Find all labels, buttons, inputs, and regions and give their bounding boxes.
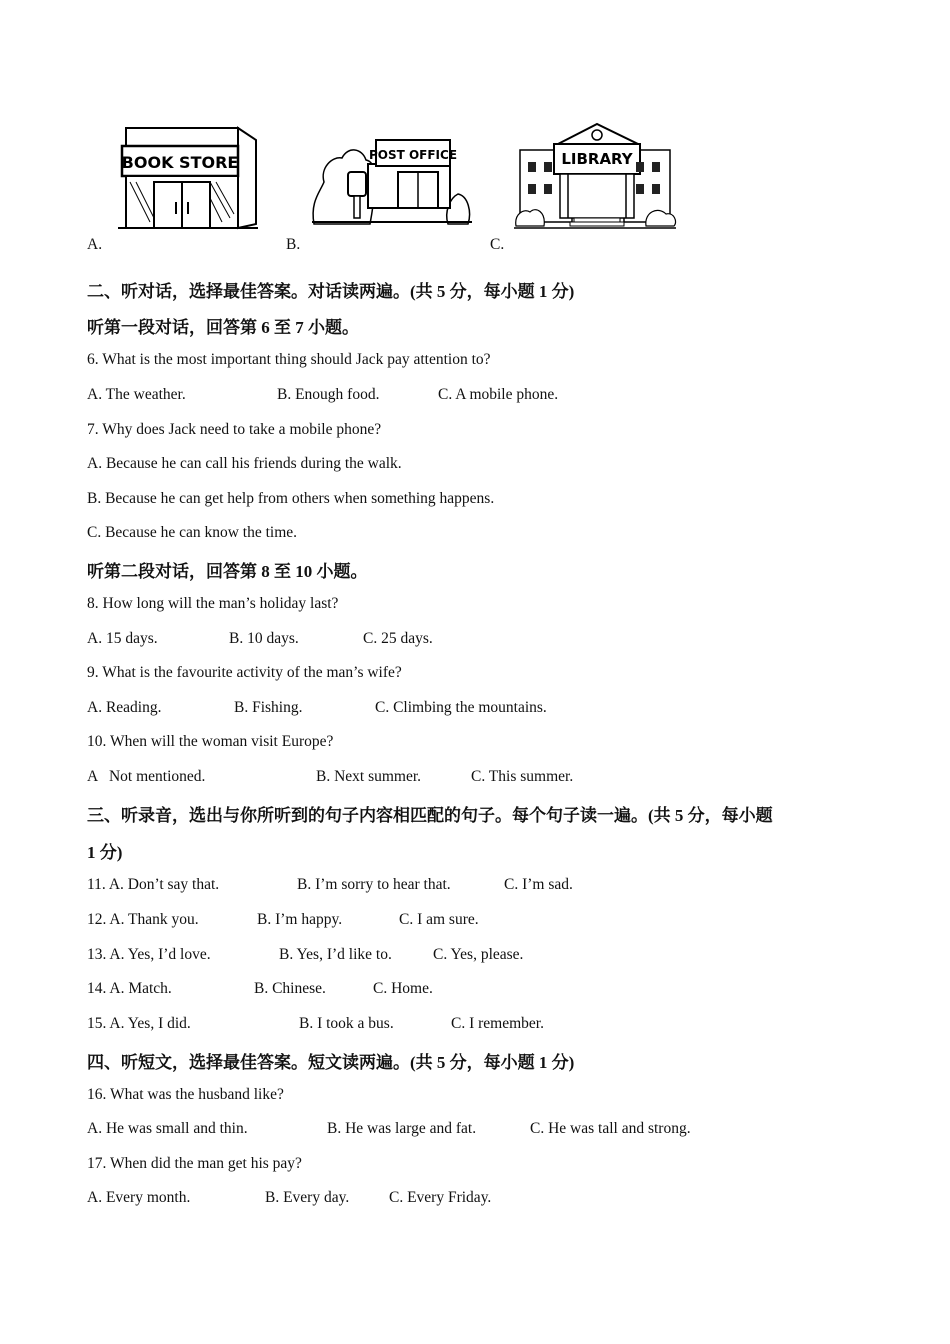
q14-option-a: 14. A. Match. xyxy=(87,980,172,997)
post-office-picture xyxy=(310,132,475,227)
q17-option-b: B. Every day. xyxy=(265,1189,350,1206)
q9-option-a: A. Reading. xyxy=(87,699,162,716)
book-store-picture xyxy=(118,124,263,232)
q10-option-c: C. This summer. xyxy=(471,768,574,785)
q8-option-b: B. 10 days. xyxy=(229,630,299,647)
q17-stem: 17. When did the man get his pay? xyxy=(87,1155,302,1172)
book-store-sign: BOOK STORE xyxy=(121,153,239,172)
q8-option-a: A. 15 days. xyxy=(87,630,158,647)
section-3-heading-line1: 三、听录音，选出与你所听到的句子内容相匹配的句子。每个句子读一遍。(共 5 分，每小题 xyxy=(87,806,773,825)
q7-option-c: C. Because he can know the time. xyxy=(87,524,298,541)
q16-option-b: B. He was large and fat. xyxy=(327,1120,477,1137)
dialog-1-heading: 听第一段对话，回答第 6 至 7 小题。 xyxy=(87,318,359,337)
q8-option-c: C. 25 days. xyxy=(363,630,433,647)
q16-option-c: C. He was tall and strong. xyxy=(530,1120,691,1137)
section-2-heading: 二、听对话，选择最佳答案。对话读两遍。(共 5 分，每小题 1 分) xyxy=(87,282,575,301)
q17-option-a: A. Every month. xyxy=(87,1189,191,1206)
q15-option-b: B. I took a bus. xyxy=(299,1015,394,1032)
q12-option-c: C. I am sure. xyxy=(399,911,479,928)
q17-option-c: C. Every Friday. xyxy=(389,1189,492,1206)
q11-option-c: C. I’m sad. xyxy=(504,876,573,893)
q10-option-b: B. Next summer. xyxy=(316,768,422,785)
section-3-heading-line2: 1 分) xyxy=(87,843,123,862)
section-4-heading: 四、听短文，选择最佳答案。短文读两遍。(共 5 分，每小题 1 分) xyxy=(87,1053,575,1072)
q16-option-a: A. He was small and thin. xyxy=(87,1120,248,1137)
q11-option-a: 11. A. Don’t say that. xyxy=(87,876,220,893)
library-sign: LIBRARY xyxy=(561,150,633,168)
q15-option-c: C. I remember. xyxy=(451,1015,544,1032)
q8-stem: 8. How long will the man’s holiday last? xyxy=(87,595,339,612)
q7-stem: 7. Why does Jack need to take a mobile phone? xyxy=(87,421,382,438)
q10-option-a: A Not mentioned. xyxy=(87,768,206,785)
q10-stem: 10. When will the woman visit Europe? xyxy=(87,733,334,750)
q7-option-a: A. Because he can call his friends during the walk. xyxy=(87,455,402,472)
q13-option-a: 13. A. Yes, I’d love. xyxy=(87,946,211,963)
q9-stem: 9. What is the favourite activity of the man’s wife? xyxy=(87,664,402,681)
picture-a-label: A. xyxy=(87,236,103,253)
q15-option-a: 15. A. Yes, I did. xyxy=(87,1015,191,1032)
q6-option-c: C. A mobile phone. xyxy=(438,386,559,403)
library-picture xyxy=(514,122,679,234)
q6-stem: 6. What is the most important thing should Jack pay attention to? xyxy=(87,351,491,368)
q12-option-b: B. I’m happy. xyxy=(257,911,343,928)
q12-option-a: 12. A. Thank you. xyxy=(87,911,199,928)
dialog-2-heading: 听第二段对话，回答第 8 至 10 小题。 xyxy=(87,562,368,581)
q13-option-b: B. Yes, I’d like to. xyxy=(279,946,392,963)
picture-b-label: B. xyxy=(286,236,301,253)
q7-option-b: B. Because he can get help from others when something happens. xyxy=(87,490,495,507)
post-office-sign: POST OFFICE xyxy=(368,148,458,162)
q14-option-b: B. Chinese. xyxy=(254,980,326,997)
q16-stem: 16. What was the husband like? xyxy=(87,1086,284,1103)
q13-option-c: C. Yes, please. xyxy=(433,946,524,963)
picture-c-label: C. xyxy=(490,236,505,253)
q6-option-a: A. The weather. xyxy=(87,386,186,403)
q9-option-b: B. Fishing. xyxy=(234,699,303,716)
q11-option-b: B. I’m sorry to hear that. xyxy=(297,876,451,893)
q6-option-b: B. Enough food. xyxy=(277,386,380,403)
q14-option-c: C. Home. xyxy=(373,980,433,997)
q9-option-c: C. Climbing the mountains. xyxy=(375,699,547,716)
